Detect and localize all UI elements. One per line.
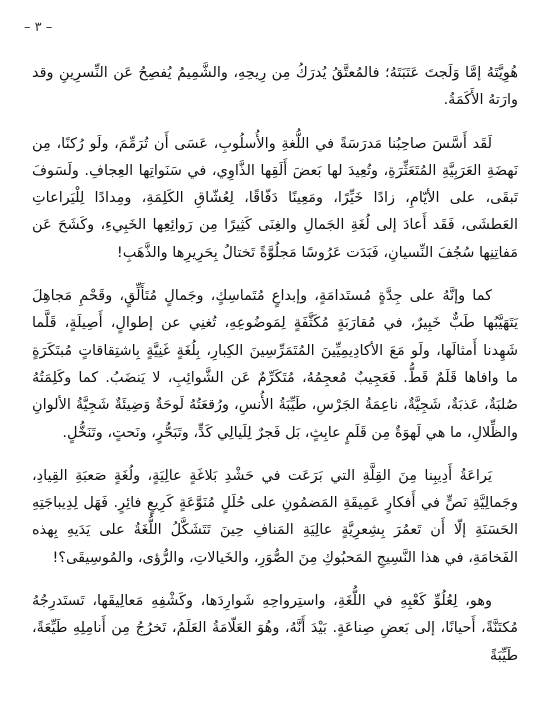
paragraph: لَقَد أَسَّسَ صاحِبُنا مَدرَسَةً في اللُّغةِ والأُسلُوبِ، عَسَى أَن تُرَمِّمَ، ولَو رُكنًا، مِن نَهضَةِ العَرَبِيَّةِ المُتَعَثِّرَةِ، وتُعِيدَ لها بَعضَ أَلَقِها الذَّاوِي، في سَنَواتِها العِجافِ. ولَسَوفَ تَبقَى، على الأيّامِ، زادًا خَيِّرًا، ومَعِينًا دَفّاقًا، لِعُشّاقِ الكَلِمَةِ، ومِدادًا لِلْيَراعاتِ العَطشَى، فَقَد أَعادَ إلى لُغَةِ الجَمالِ والغِنَى كَثِيرًا مِن رَوائِعِها الخَبِيءِ، وكَشَحَ عَن مَفاتِنِها سُجُفَ النِّسيانِ، فَبَدَت عَرُوسًا مَجلُوَّةً تَختالُ بِحَرِيرِها والذَّهَبِ!: [32, 135, 518, 261]
paragraph: وهو، لِعُلُوِّ كَعْبِهِ في اللُّغَةِ، واستِرواحِهِ شَوارِدَها، وكَشْفِهِ مَعالِيقَها، تَستَدرِجُهُ مُكتَنَّةً، أَحيانًا، إلى بَعضِ صِناعَةٍ. بَيْدَ أَنَّهُ، وهُوَ العَلّامَةُ العَلَمُ، تَخرُجُ مِن أَنامِلِهِ طَيِّعَةً، طَيِّبَةً: [32, 593, 518, 664]
paragraph: يَراعَةُ أَدِيبِنا مِنَ القِلَّةِ التي بَرَعَت في حَشْدِ بَلاغَةٍ عالِيَةٍ، ولُغَةٍ صَعبَةِ القِيادِ، وجَمالِيَّةِ نَصٍّ في أَفكارٍ عَمِيقَةِ المَضمُونِ على حُلَلٍ مُنَوَّعَةٍ كَرِيعٍ فائِرٍ. فَهَل لِدِيباجَتِهِ الحَسَنَةِ إلّا أَن تَعمُرَ بِشِعرِيَّةٍ عالِيَةِ المَنافِ حِينَ تَتَشَكَّلُ اللُّغَةُ على يَدَيهِ بِهذه الفَخامَةِ، في هذا النَّسِيجِ المَحبُوكِ مِنَ الصُّوَرِ، والخَيالاتِ، والرُّؤى، والمُوسِيقَى؟!: [32, 467, 518, 566]
page-number: – ٣ –: [24, 20, 53, 35]
paragraph: كما وإنَّهُ على جِدَّةٍ مُستَدامَةٍ، وإبداعٍ مُتَماسِكٍ، وجَمالٍ مُتَأَلِّقٍ، وقَحْمِ مَجاهِلَ يَتَهَيَّبُها طَبٌّ خَبِيرٌ، في مُقارَبَةٍ مُكَثَّفَةٍ لِمَوضُوعِهِ، تُغنِي عن إطوالٍ، أَصِيلَةٍ، قَلَّما شَهِدنا أَمثالَها، ولَو مَعَ الأكادِيمِيِّينَ المُتَمَرِّسِينَ الكِبارِ، بِلُغَةٍ غَنِيَّةٍ بِاشتِقاقاتٍ مُبتَكَرَةٍ ما وافاها قَلَمٌ قَطُّ. فَعَجِيبٌ مُعجِمُهُ، مُتَكَرِّمٌ عَن الشَّوائِبِ، لا يَنضَبُ. كما وكَلِمَتُهُ صُلبَةٌ، عَذبَةٌ، شَجِيَّةٌ، ناعِمَةُ الجَرْسِ، طَيِّبَةُ الأُنسِ، ورُقعَتُهُ لَوحَةٌ وَضِيئَةٌ شَجِيَّةُ الألوانِ والظِّلالِ، ما هي لَهوَةٌ مِن قَلَمٍ عابِثٍ، بَل فَجرٌ لِلَيالِي كَدٍّ، وتَبَحُّرٍ، ونَحتٍ، وتَنَخُّلٍ.: [32, 288, 518, 441]
body-text: [32, 60, 518, 686]
paragraph: هُوِيَّتَهُ إمَّا وَلَجتَ عَتَبَتَهُ؛ فالمُعتَّقُ يُدرَكُ مِن رِيحِهِ، والشَّمِيمُ يُفصِحُ عَن النِّسرِينِ وقد وارَتهُ الأَكَمَةُ.: [32, 65, 518, 109]
